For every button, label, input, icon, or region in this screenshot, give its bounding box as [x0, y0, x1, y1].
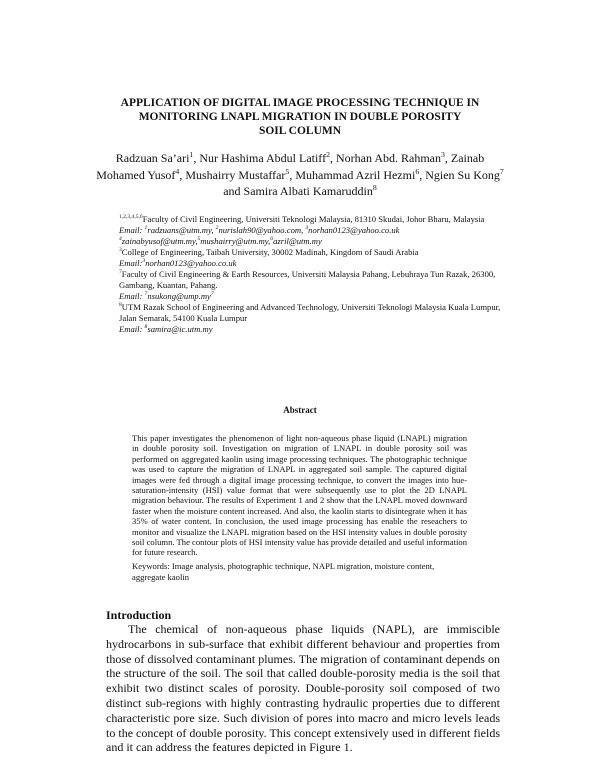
aff-sup: 8 — [119, 302, 122, 309]
author-name: Radzuan Sa’ari — [115, 151, 190, 165]
author-sup: 5 — [285, 166, 290, 176]
keywords: Keywords: Image analysis, photographic technique, NAPL migration, moisture content, aggregate kaolin — [132, 561, 435, 582]
aff-sup: 3 — [119, 247, 122, 254]
email-line-2 — [119, 258, 519, 269]
email: nurislah90@yahoo.com, — [218, 225, 306, 235]
introduction-heading: Introduction — [106, 608, 172, 622]
affiliation-2 — [119, 247, 519, 258]
abstract-body: This paper investigates the phenomenon of light non-aqueous phase liquid (LNAPL) migration in double porosity soil. Investigation on migration of LNAPL in double porosity soil was performed on aggregated kaolin using image processing techniques. The photographic technique was used to capture the migration of LNAPL in aggregated soil sample. The captured digital images were fed through a digital image processing technique, to convert the images into hue-saturation-intensity (HSI) value format that were subsequently use to plot the 2D LNAPL migration behaviour. The results of Experiment 1 and 2 show that the LNAPL moved downward faster when the moisture content increased. And also, the kaolin starts to disintegrate when it has 35% of water content. In conclusion, the used image processing has enable the reseachers to monitor and visualize the LNAPL migration based on the HSI intensity values in double porosity soil column. The contour plots of HSI intensity value has provide detailed and useful information for future research. — [132, 433, 467, 558]
author-name: , Mushairry Mustaffar — [179, 167, 286, 182]
author-name: , Nur Hashima Abdul Latiff — [193, 151, 327, 165]
email-sup: 2 — [215, 225, 219, 232]
email: mushairry@utm.my, — [200, 236, 271, 246]
email-sup: 3 — [305, 225, 309, 232]
email-label: Email: — [119, 291, 145, 301]
email: norhan0123@yahoo.co.uk — [145, 258, 237, 268]
email: nsukong@ump.my — [147, 291, 211, 301]
author-sup: 7 — [499, 166, 504, 176]
email-label: Email: — [119, 258, 143, 268]
paper-title — [100, 96, 500, 138]
email-sup: 8 — [144, 324, 148, 331]
author-sup: 6 — [415, 166, 420, 176]
email-sup: 3 — [142, 258, 146, 265]
author-sup: 1 — [189, 150, 194, 159]
email-line-3 — [119, 291, 519, 302]
author-name: , Zainab Mohamed Yusof — [96, 151, 485, 182]
email-sup: 1 — [144, 225, 148, 232]
affiliation-1 — [119, 214, 519, 225]
title-line-2: MONITORING LNAPL MIGRATION IN DOUBLE POROSITY — [138, 111, 462, 123]
introduction-body: The chemical of non-aqueous phase liquids (NAPL), are immiscible hydrocarbons in sub-surface that exhibit different behaviour and properties from those of dissolved contaminant plumes. The migration of contaminant depends on the structure of the soil. The soil that called double-porosity media is the soil that exhibit two distinct scales of porosity. Double-porosity soil composed of two distinct sub-regions with highly contrasting hydraulic properties due to different characteristic pore size. Such division of pores into macro and micro levels leads to the concept of double porosity. This concept extensively used in different fields and it can address the features depicted in Figure 1. — [106, 622, 500, 755]
email-label: Email: — [119, 225, 145, 235]
email-sup: 7 — [210, 291, 214, 298]
email-sup: 5 — [197, 236, 201, 243]
aff-sup: 1,2,3,4,5,6 — [119, 214, 143, 221]
author-sup: 4 — [175, 166, 180, 176]
email: radzuans@utm.my, — [147, 225, 216, 235]
author-sup: 8 — [372, 183, 377, 192]
aff-text: Faculty of Civil Engineering, Universiti Teknologi Malaysia, 81310 Skudai, Johor Bharu, Malaysia — [142, 214, 485, 224]
aff-text: UTM Razak School of Engineering and Advanced Technology, Universiti Teknologi Malaysia Kuala Lumpur, Jalan Semarak, 54100 Kuala Lumpur — [119, 302, 501, 323]
aff-sup: 7 — [119, 269, 122, 276]
affiliation-3 — [119, 269, 519, 291]
affiliations — [119, 214, 519, 335]
author-name: , Norhan Abd. Rahman — [330, 151, 441, 165]
email-label: Email: — [119, 324, 145, 334]
email: azril@utm.my — [273, 236, 322, 246]
email-line-1 — [119, 225, 519, 247]
email-sup: 4 — [119, 236, 122, 243]
email: norhan0123@yahoo.co.uk — [308, 225, 400, 235]
author-name: and Samira Albati Kamaruddin — [223, 184, 373, 198]
author-name: , Muhammad Azril Hezmi — [289, 167, 416, 182]
abstract-heading: Abstract — [283, 405, 317, 415]
author-list — [95, 150, 505, 200]
email: zainabyusof@utm.my, — [121, 236, 198, 246]
aff-text: College of Engineering, Taibah University, 30002 Madinah, Kingdom of Saudi Arabia — [121, 247, 419, 257]
aff-text: Faculty of Civil Engineering & Earth Resources, Universiti Malaysia Pahang, Lebuhraya Tun Razak, 26300, Gambang, Kuantan, Pahang. — [119, 269, 496, 290]
title-line-3: SOIL COLUMN — [258, 125, 342, 137]
author-sup: 3 — [440, 150, 445, 159]
email-sup: 6 — [270, 236, 274, 243]
email-line-4 — [119, 324, 519, 335]
author-name: , Ngien Su Kong — [419, 167, 500, 182]
affiliation-4 — [119, 302, 519, 324]
title-line-1: APPLICATION OF DIGITAL IMAGE PROCESSING TECHNIQUE IN — [120, 97, 480, 109]
email: samira@ic.utm.my — [147, 324, 213, 334]
email-sup: 7 — [144, 291, 148, 298]
author-sup: 2 — [326, 150, 330, 159]
